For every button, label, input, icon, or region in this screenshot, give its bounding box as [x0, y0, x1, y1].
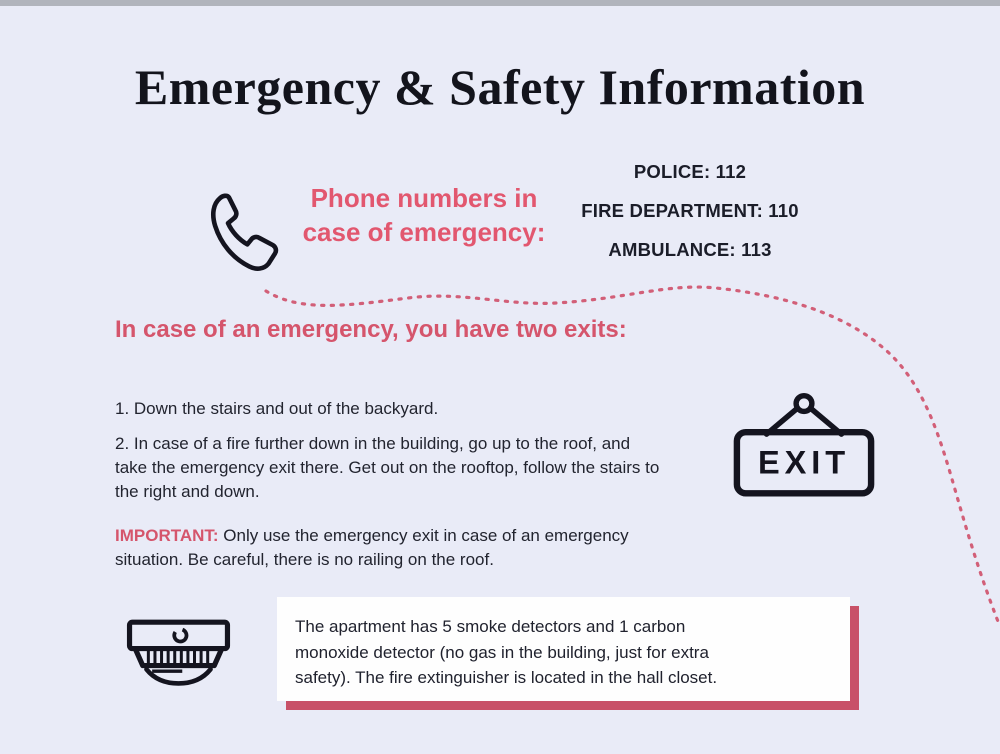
phone-numbers-heading: Phone numbers in case of emergency:: [302, 183, 546, 247]
important-note: [115, 524, 675, 572]
emergency-numbers-list: [560, 161, 820, 278]
phone-icon: [194, 184, 286, 290]
exit-instruction-1: 1. Down the stairs and out of the backyard.: [115, 399, 439, 418]
important-text: Only use the emergency exit in case of an emergency situation. Be careful, there is no railing on the roof.: [115, 526, 629, 570]
exits-heading: In case of an emergency, you have two exits:: [115, 316, 627, 343]
info-box-text: The apartment has 5 smoke detectors and 1 carbon monoxide detector (no gas in the building, just for extra safety). The fire extinguisher is located in the hall closet.: [295, 617, 718, 687]
important-label: IMPORTANT:: [115, 526, 219, 545]
emergency-number-police: POLICE: 112: [633, 161, 747, 182]
emergency-number-fire: FIRE DEPARTMENT: 110: [581, 200, 799, 221]
emergency-number-ambulance: AMBULANCE: 113: [608, 239, 772, 260]
page-title: Emergency & Safety Information: [134, 59, 866, 115]
exit-instruction-2: 2. In case of a fire further down in the building, go up to the roof, and take the emergency exit there. Get out on the rooftop, follow the stairs to the right and down.: [115, 434, 660, 502]
exit-sign-label: EXIT: [757, 444, 851, 481]
top-bar: [0, 0, 1000, 6]
exit-sign-icon: [730, 387, 878, 503]
smoke-detector-icon: [122, 616, 235, 700]
info-box: [277, 597, 850, 701]
